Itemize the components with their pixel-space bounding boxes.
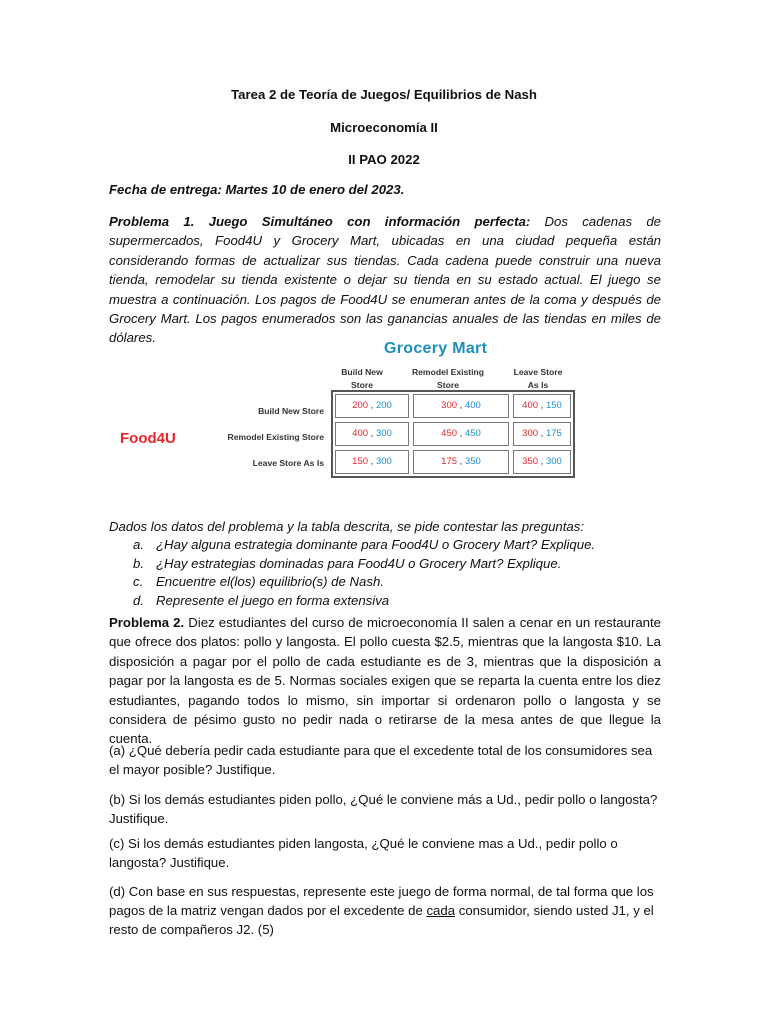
payoff-matrix <box>114 336 584 484</box>
payoff-row-player: 300 <box>441 400 458 411</box>
problem2-question-a: (a) ¿Qué debería pedir cada estudiante para que el excedente total de los consumidores sea el mayor posible? Justifique. <box>109 743 653 777</box>
payoff-column-player: 450 <box>464 428 481 439</box>
problem2-label: Problema 2. <box>109 615 185 630</box>
term-label: II PAO 2022 <box>348 152 420 167</box>
payoff-separator: , <box>370 456 374 467</box>
question-d-underlined: cada <box>426 903 456 918</box>
problem2-question-d <box>109 882 661 939</box>
payoff-separator: , <box>459 456 463 467</box>
payoff-row-player: 400 <box>352 428 369 439</box>
problem2-text: Diez estudiantes del curso de microeconomía II salen a cenar en un restaurante que ofrece dos platos: pollo y langosta. El pollo cuesta $2.5, mientras que la langosta $10. La disposición a pagar por el pollo de cada estudiante es de 3, mientras que la disposición a pagar por la langosta es de 5. Normas sociales exigen que se reparta la cuenta entre los diez estudiantes, pagando todos lo mismo, sin importar si ordenaron pollo o langosta y se considera de pésimo gusto no pedir nada o retirarse de la mesa antes de que llegue la cuenta. <box>109 615 662 747</box>
payoff-separator: , <box>370 400 374 411</box>
question-d-end: consumidor, siendo usted J1, y el resto de compañeros J2. (5) <box>109 903 654 937</box>
question-label: c. <box>133 574 144 590</box>
payoff-row-player: 200 <box>352 400 369 411</box>
payoff-separator: , <box>459 400 463 411</box>
payoff-cell <box>413 422 509 446</box>
payoff-separator: , <box>370 428 374 439</box>
question-text: Encuentre el(los) equilibrio(s) de Nash. <box>156 574 384 590</box>
due-date: Fecha de entrega: Martes 10 de enero del 2023. <box>109 182 405 197</box>
problem2-paragraph <box>109 613 661 749</box>
problem1-heading: . Juego Simultáneo con información perfecta: <box>190 214 531 229</box>
payoff-column-player: 350 <box>464 456 481 467</box>
question-text: Represente el juego en forma extensiva <box>156 592 390 608</box>
row-player-label: Food4U <box>120 430 176 447</box>
row-header-2: Remodel Existing Store <box>227 432 324 442</box>
payoff-column-player: 400 <box>464 400 481 411</box>
payoff-cell <box>413 450 509 474</box>
payoff-row-player: 450 <box>441 428 458 439</box>
course-name: Microeconomía II <box>330 120 438 135</box>
payoff-column-player: 175 <box>545 428 562 439</box>
question-label: b. <box>133 555 144 571</box>
document-title: Tarea 2 de Teoría de Juegos/ Equilibrios de Nash <box>231 87 537 102</box>
payoff-cell <box>513 394 571 418</box>
column-header-3-line1: Leave Store <box>513 367 563 377</box>
question-label: d. <box>133 592 144 608</box>
payoff-row-player: 150 <box>352 456 369 467</box>
payoff-row-player: 350 <box>522 456 539 467</box>
column-header-2-line1: Remodel Existing <box>411 367 485 377</box>
payoff-separator: , <box>540 400 544 411</box>
question-text: ¿Hay estrategias dominadas para Food4U o Grocery Mart? Explique. <box>156 555 562 571</box>
column-header-2-line2: Store <box>437 380 459 390</box>
problem1-questions <box>109 518 669 610</box>
payoff-cell <box>513 450 571 474</box>
payoff-column-player: 300 <box>375 428 392 439</box>
problem1-label: Problema 1 <box>109 214 191 229</box>
problem1-paragraph <box>109 212 661 348</box>
question-item <box>109 555 669 573</box>
column-header-1-line2: Store <box>351 380 373 390</box>
problem2-question-c: (c) Si los demás estudiantes piden langosta, ¿Qué le conviene mas a Ud., pedir pollo o langosta? Justifique. <box>109 836 618 870</box>
question-item <box>109 573 669 591</box>
payoff-cell <box>335 450 409 474</box>
payoff-separator: , <box>459 428 463 439</box>
question-label: a. <box>133 537 144 553</box>
payoff-separator: , <box>540 456 544 467</box>
payoff-cell <box>335 422 409 446</box>
payoff-column-player: 150 <box>545 400 562 411</box>
column-header-1-line1: Build New <box>341 367 383 377</box>
payoff-cell <box>413 394 509 418</box>
question-item <box>109 536 669 554</box>
payoff-grid <box>331 390 575 478</box>
question-item <box>109 592 669 610</box>
column-header-3-line2: As Is <box>527 380 549 390</box>
column-header-1 <box>326 366 398 392</box>
payoff-column-player: 200 <box>375 400 392 411</box>
column-player-label: Grocery Mart <box>384 340 488 357</box>
question-d-start: (d) Con base en sus respuestas, represente este juego de forma normal, de tal forma que los pagos de la matriz vengan dados por el excedente de <box>109 884 654 918</box>
payoff-column-player: 300 <box>545 456 562 467</box>
payoff-row-player: 175 <box>441 456 458 467</box>
question-text: ¿Hay alguna estrategia dominante para Food4U o Grocery Mart? Explique. <box>156 537 596 553</box>
payoff-separator: , <box>540 428 544 439</box>
problem2-question-b: (b) Si los demás estudiantes piden pollo, ¿Qué le conviene más a Ud., pedir pollo o langosta? Justifique. <box>109 792 658 826</box>
payoff-cell <box>335 394 409 418</box>
problem1-text: Dos cadenas de supermercados, Food4U y Grocery Mart, ubicadas en una ciudad pequeña están considerando formas de actualizar sus tiendas. Cada cadena puede construir una nueva tienda, remodelar su tienda existente o dejar su tienda en su estado actual. El juego se muestra a continuación. Los pagos de Food4U se enumeran antes de la coma y después de Grocery Mart. Los pagos enumerados son las ganancias anuales de las tiendas en miles de dólares. <box>109 214 661 346</box>
column-header-3 <box>498 366 578 392</box>
questions-intro: Dados los datos del problema y la tabla descrita, se pide contestar las preguntas: <box>109 519 585 534</box>
row-header-1: Build New Store <box>258 406 324 416</box>
payoff-column-player: 300 <box>375 456 392 467</box>
payoff-row-player: 300 <box>522 428 539 439</box>
payoff-row-player: 400 <box>522 400 539 411</box>
payoff-cell <box>513 422 571 446</box>
row-header-3: Leave Store As Is <box>252 458 324 468</box>
column-header-2 <box>398 366 498 392</box>
